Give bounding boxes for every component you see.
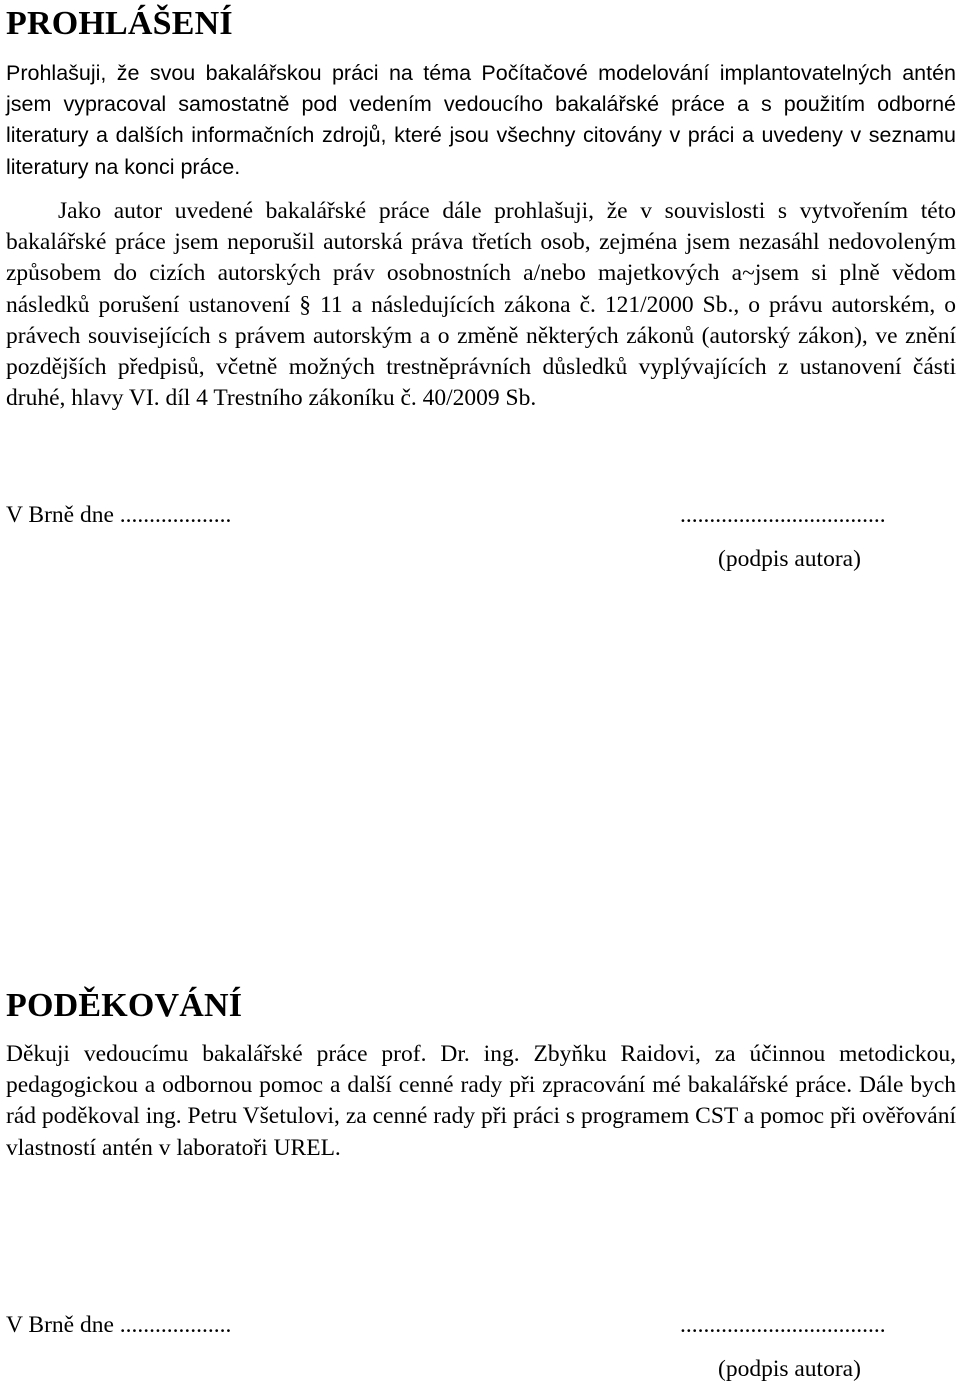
document-page: [6, 0, 956, 1386]
acknowledgement-heading: PODĚKOVÁNÍ: [6, 987, 243, 1024]
declaration-heading: PROHLÁŠENÍ: [6, 5, 233, 42]
declaration-paragraph-1: Prohlašuji, že svou bakalářskou práci na téma Počítačové modelování implantovatelných antén jsem vypracoval samostatně pod vedením vedoucího bakalářské práce a s použitím odborné literatury a dalších informačních zdrojů, které jsou všechny citovány v práci a uvedeny v seznamu literatury na konci práce.: [6, 61, 956, 179]
signature-line: ...................................: [680, 1312, 886, 1338]
signature-line: ...................................: [680, 502, 886, 528]
signature-place-date: V Brně dne ...................: [6, 502, 232, 528]
declaration-paragraph-2: Jako autor uvedené bakalářské práce dále prohlašuji, že v souvislosti s vytvořením této bakalářské práce jsem neporušil autorská práva třetích osob, zejména jsem nezasáhl nedovoleným způsobem do cizích autorských práv osobnostních a/nebo majetkových a~jsem si plně vědom následků porušení ustanovení § 11 a následujících zákona č. 121/2000 Sb., o právu autorském, o právech souvisejících s právem autorským a o změně některých zákonů (autorský zákon), ve znění pozdějších předpisů, včetně možných trestněprávních důsledků vyplývajících z ustanovení části druhé, hlavy VI. díl 4 Trestního zákoníku č. 40/2009 Sb.: [6, 198, 956, 412]
signature-place-date: V Brně dne ...................: [6, 1312, 232, 1338]
signature-caption: (podpis autora): [718, 546, 861, 572]
acknowledgement-paragraph: Děkuji vedoucímu bakalářské práce prof. Dr. ing. Zbyňku Raidovi, za účinnou metodickou, pedagogickou a odbornou pomoc a další cenné rady při zpracování mé bakalářské práce. Dále bych rád poděkoval ing. Petru Všetulovi, za cenné rady při práci s programem CST a pomoc při ověřování vlastností antén v laboratoři UREL.: [6, 1041, 956, 1161]
signature-caption: (podpis autora): [718, 1356, 861, 1382]
